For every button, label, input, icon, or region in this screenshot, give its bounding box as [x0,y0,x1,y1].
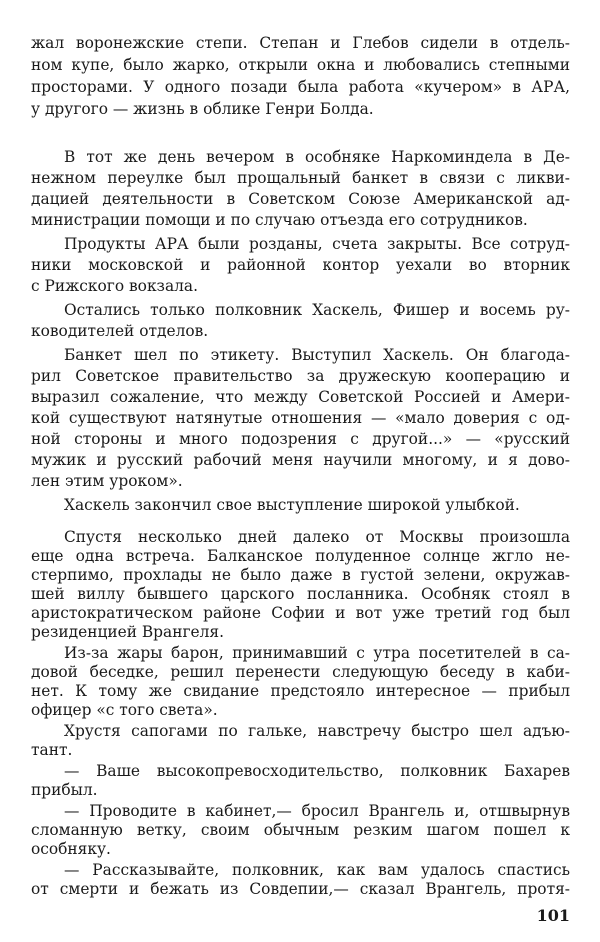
paragraph [31,495,570,516]
text-line: Остались только полковник Хаскель, Фишер и восемь ру- [64,301,570,319]
text-line: лен этим уроком». [31,472,183,490]
paragraph [31,300,570,342]
text-line: аристократическом районе Софии и вот уже третий год был [31,604,570,622]
text-line: от смерти и бежать из Совдепии,— сказал Врангель, протя- [31,880,570,898]
text-line: тант. [31,741,73,759]
text-line: особняку. [31,840,111,858]
paragraph [31,802,570,859]
text-line: сломанную ветку, своим обычным резким шагом пошел к [31,821,570,839]
text-line: нет. К тому же свидание предстояло интересное — прибыл [31,682,570,700]
paragraph [31,32,570,120]
text-line: Хаскель закончил свое выступление широкой улыбкой. [64,496,520,514]
paragraph [31,722,570,760]
paragraph [31,528,570,642]
text-line: рил Советское правительство за дружескую кооперацию и [31,367,570,385]
paragraph [31,234,570,297]
text-line: мужик и русский рабочий меня научили многому, и я дово- [31,451,570,469]
text-line: ководителей отделов. [31,322,209,340]
text-line: В тот же день вечером в особняке Наркоминдела в Де- [64,148,570,166]
paragraph [31,644,570,720]
text-line: Спустя несколько дней далеко от Москвы произошла [64,528,570,546]
page-number: 101 [536,906,570,925]
text-block-sofia [31,528,570,899]
text-line: еще одна встреча. Балканское полуденное солнце жгло не- [31,547,570,565]
text-line: у другого — жизнь в облике Генри Болда. [31,100,374,118]
text-line: Хрустя сапогами по гальке, навстречу быстро шел адъю- [64,722,570,740]
text-line: ной стороны и много подозрения с другой...» — «русский [31,430,570,448]
text-line: офицер «с того света». [31,701,218,719]
paragraph [31,147,570,231]
text-line: с Рижского вокзала. [31,277,198,295]
paragraph [31,345,570,492]
text-line: нежном переулке был прощальный банкет в связи с ликви- [31,169,570,187]
text-line: ники московской и районной контор уехали во вторник [31,256,570,274]
text-block-banquet [31,147,570,516]
paragraph [31,762,570,800]
text-line: прибыл. [31,781,98,799]
text-line: просторами. У одного позади была работа «кучером» в АРА, [31,78,570,96]
text-line: довой беседке, решил перенести следующую беседу в каби- [31,663,570,681]
text-line: стерпимо, прохлады не было даже в густой зелени, окружав- [31,566,570,584]
text-line: — Рассказывайте, полковник, как вам удалось спастись [64,861,570,879]
text-line: резиденцией Врангеля. [31,623,225,641]
text-line: — Ваше высокопревосходительство, полковник Бахарев [64,762,570,780]
text-line: кой существуют натянутые отношения — «мало доверия с од- [31,409,570,427]
text-line: шей виллу бывшего царского посланника. Особняк стоял в [31,585,570,603]
text-line: ном купе, было жарко, открыли окна и любовались степными [31,56,570,74]
text-line: жал воронежские степи. Степан и Глебов сидели в отдель- [31,34,570,52]
text-line: Продукты АРА были розданы, счета закрыты. Все сотруд- [64,235,570,253]
paragraph [31,861,570,899]
text-line: — Проводите в кабинет,— бросил Врангель и, отшвырнув [64,802,570,820]
text-block-continuation [31,32,570,120]
text-line: Из-за жары барон, принимавший с утра посетителей в са- [64,644,570,662]
text-line: выразил сожаление, что между Советской Россией и Амери- [31,388,570,406]
text-line: министрации помощи и по случаю отъезда его сотрудников. [31,211,528,229]
text-line: Банкет шел по этикету. Выступил Хаскель. Он благода- [64,346,570,364]
text-line: дацией деятельности в Советском Союзе Американской ад- [31,190,570,208]
